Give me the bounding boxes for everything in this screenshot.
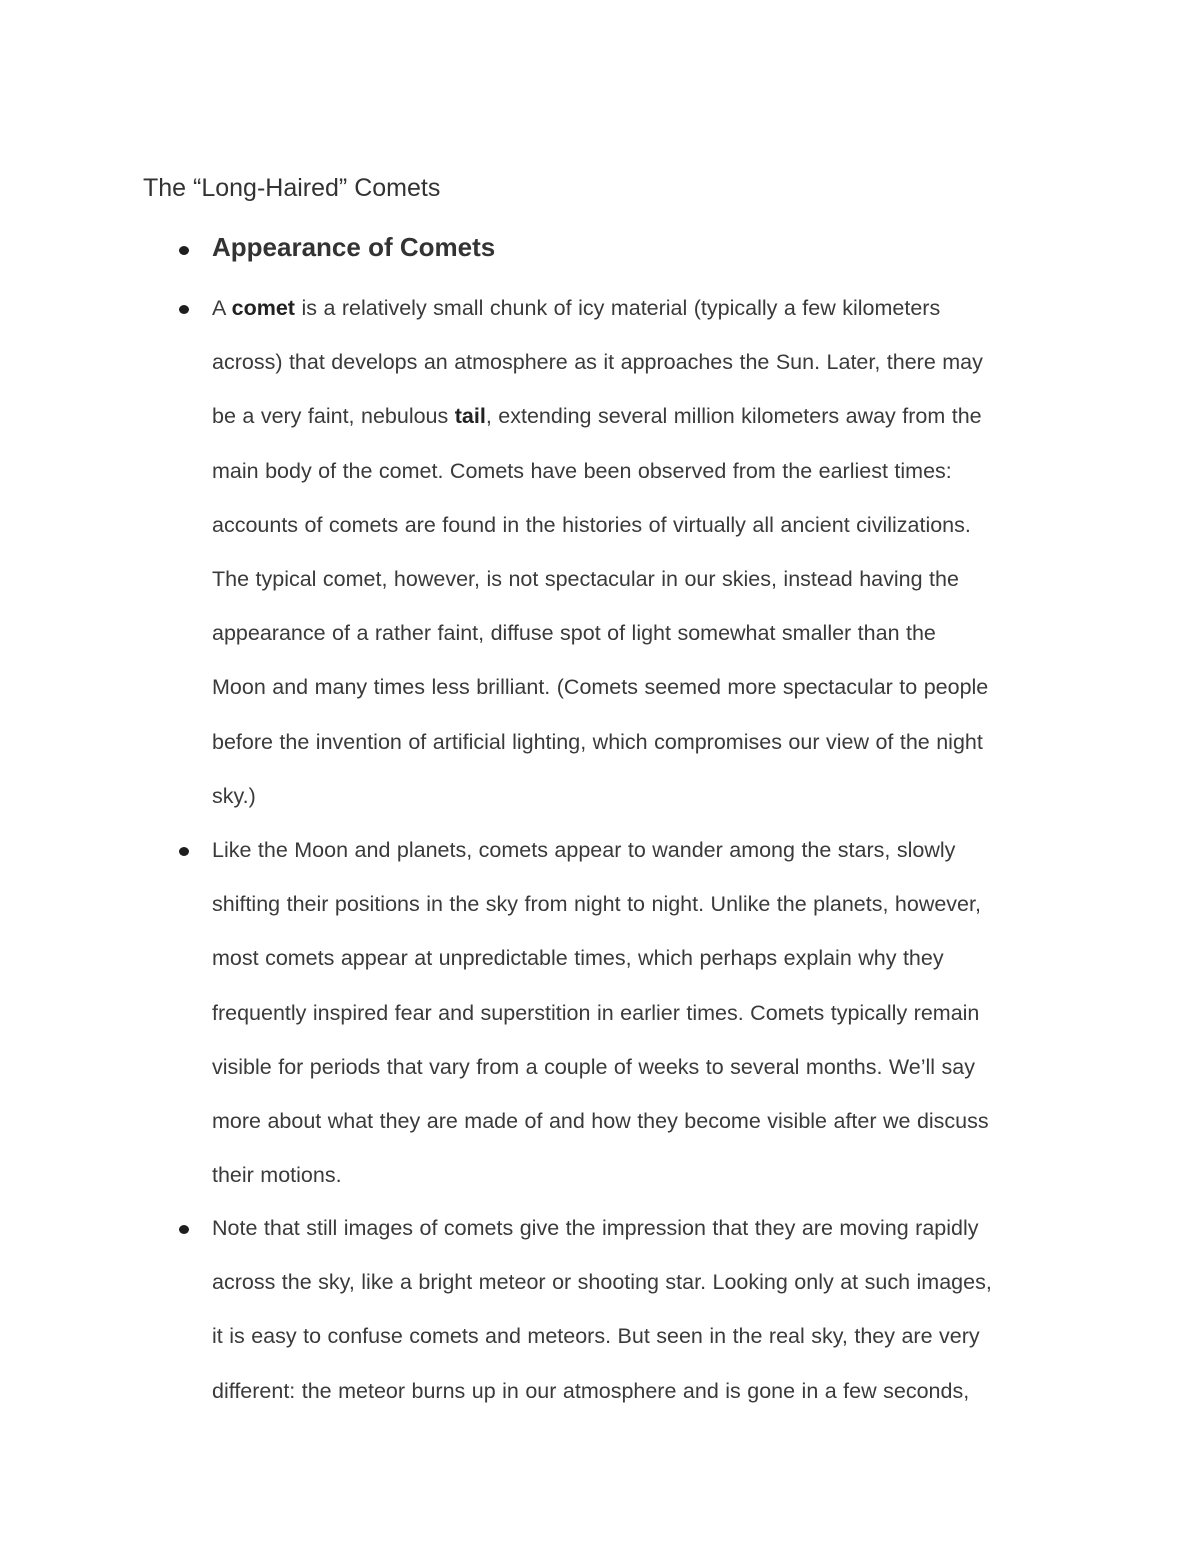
text-run: Note that still images of comets give the impression that they are moving rapidly (212, 1216, 979, 1240)
text-line (212, 715, 1072, 769)
document-title: The “Long-Haired” Comets (143, 174, 441, 202)
text-line (212, 444, 1072, 498)
bullet-icon (179, 246, 189, 255)
text-line (212, 769, 1072, 823)
text-run: Like the Moon and planets, comets appear to wander among the stars, slowly (212, 838, 956, 862)
paragraph-comets-vs-meteors (212, 1201, 1072, 1418)
text-line (212, 498, 1072, 552)
text-run: , extending several million kilometers away from the (485, 404, 982, 429)
paragraph-comet-definition (212, 281, 1072, 823)
text-line (212, 1094, 1072, 1148)
text-run: most comets appear at unpredictable times, which perhaps explain why they (212, 946, 944, 971)
text-run: frequently inspired fear and superstition in earlier times. Comets typically remain (212, 1000, 980, 1025)
text-run: different: the meteor burns up in our atmosphere and is gone in a few seconds, (212, 1378, 970, 1403)
text-run: it is easy to confuse comets and meteors. But seen in the real sky, they are very (212, 1324, 980, 1349)
text-line (212, 606, 1072, 660)
text-run: visible for periods that vary from a couple of weeks to several months. We’ll say (212, 1054, 976, 1079)
text-run: sky.) (212, 783, 256, 808)
text-run: The typical comet, however, is not spectacular in our skies, instead having the (212, 567, 959, 592)
text-line (212, 986, 1072, 1040)
text-run: shifting their positions in the sky from night to night. Unlike the planets, however, (212, 892, 981, 917)
text-run: before the invention of artificial lighting, which compromises our view of the night (212, 729, 983, 754)
text-run: Moon and many times less brilliant. (Comets seemed more spectacular to people (212, 675, 989, 700)
text-run: be a very faint, nebulous (212, 404, 455, 429)
text-line (212, 660, 1072, 714)
text-line (212, 281, 1072, 335)
text-line (212, 335, 1072, 389)
text-line (212, 389, 1072, 443)
text-run: across) that develops an atmosphere as it approaches the Sun. Later, there may (212, 350, 983, 375)
text-line (212, 1148, 1072, 1202)
text-run: their motions. (212, 1163, 342, 1188)
bold-term: tail (454, 404, 486, 429)
text-run: more about what they are made of and how they become visible after we discuss (212, 1109, 989, 1134)
text-line (212, 931, 1072, 985)
text-run: is a relatively small chunk of icy material (typically a few kilometers (294, 296, 941, 320)
text-line (212, 552, 1072, 606)
paragraph-comet-motion (212, 823, 1072, 1202)
bullet-icon (179, 305, 189, 314)
bullet-icon (179, 1225, 189, 1234)
text-line (212, 1040, 1072, 1094)
text-line (212, 1364, 1072, 1418)
text-line (212, 1309, 1072, 1363)
text-run: accounts of comets are found in the histories of virtually all ancient civilizations. (212, 512, 971, 537)
text-run: across the sky, like a bright meteor or shooting star. Looking only at such images, (212, 1270, 992, 1295)
text-line (212, 1255, 1072, 1309)
bold-term: comet (231, 296, 295, 320)
text-line (212, 823, 1072, 877)
text-line (212, 877, 1072, 931)
bullet-icon (179, 847, 189, 856)
text-line (212, 1201, 1072, 1255)
section-heading: Appearance of Comets (212, 232, 496, 262)
text-run: main body of the comet. Comets have been observed from the earliest times: (212, 458, 952, 483)
text-run: appearance of a rather faint, diffuse spot of light somewhat smaller than the (212, 621, 936, 646)
text-run: A (212, 296, 232, 320)
